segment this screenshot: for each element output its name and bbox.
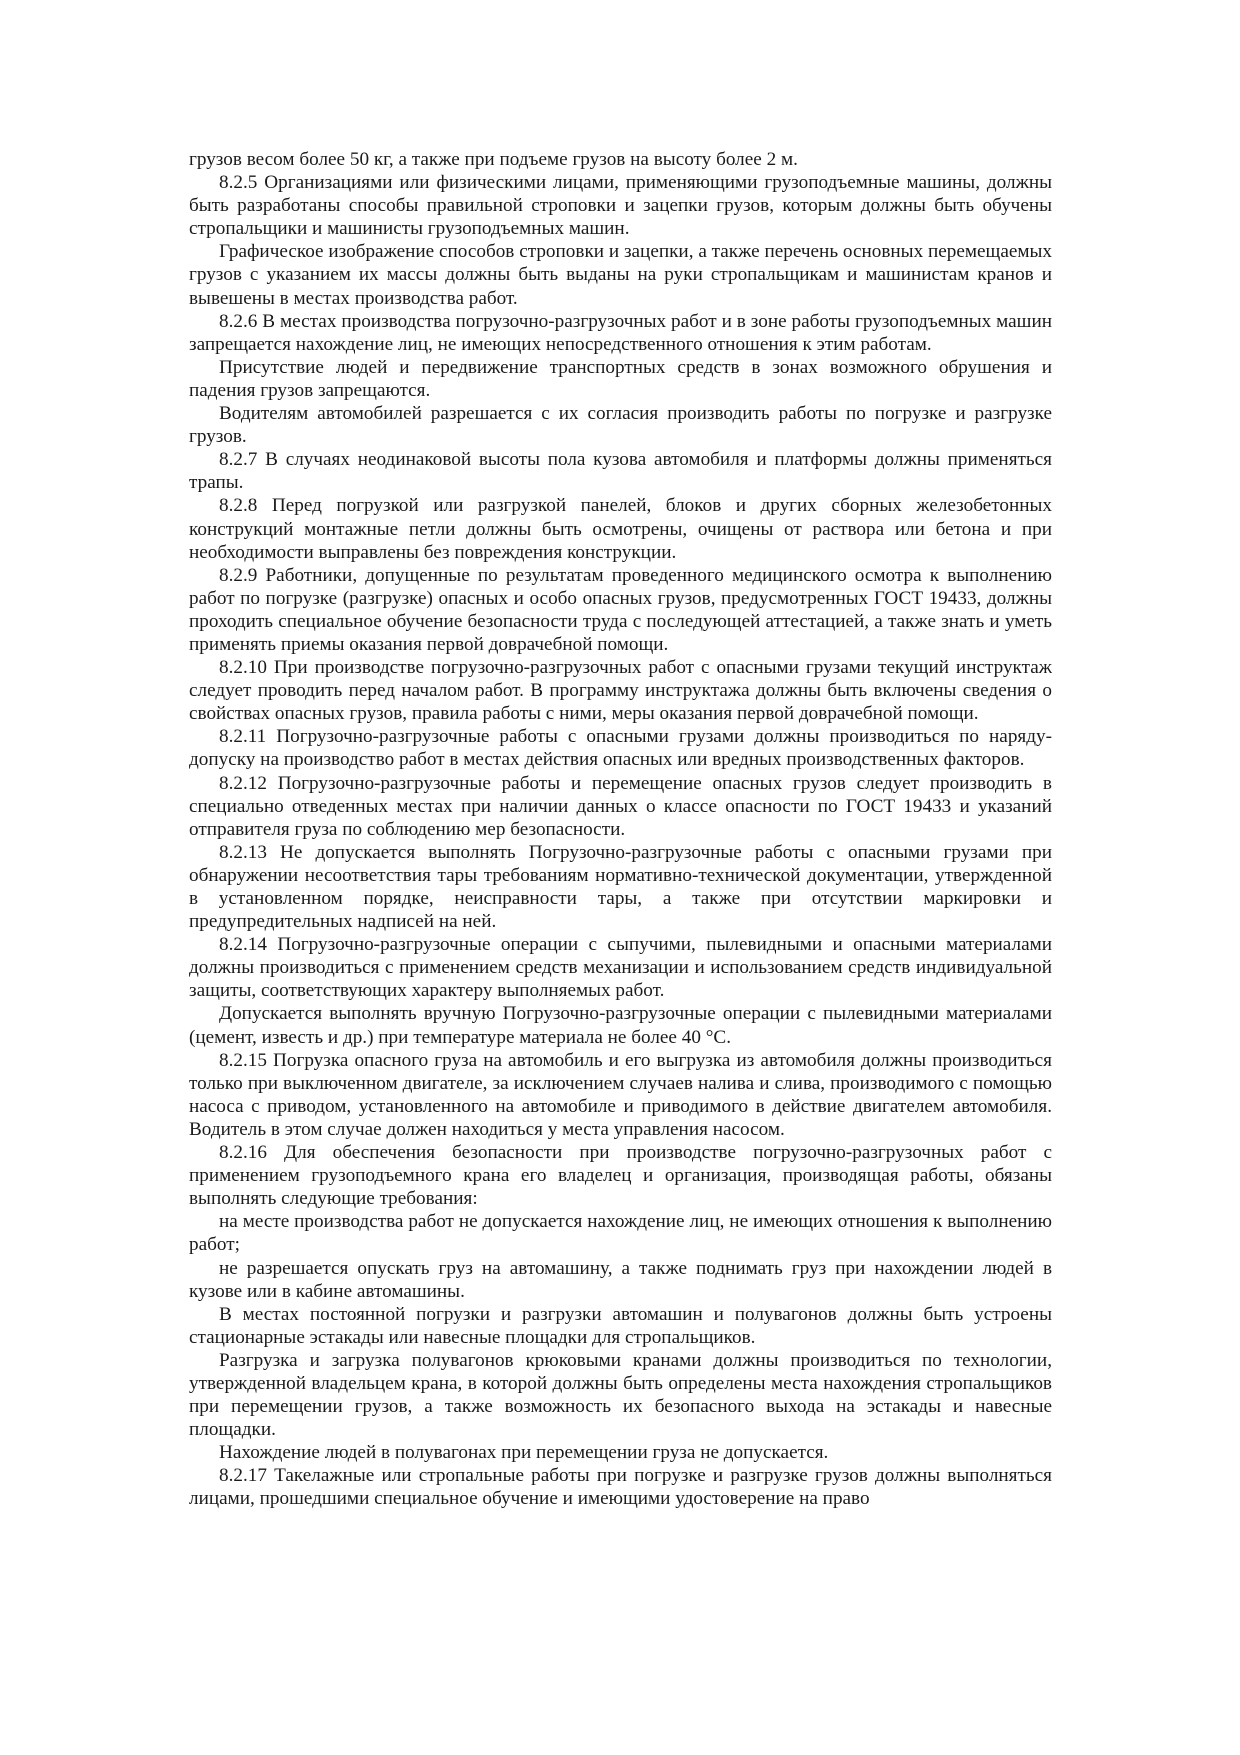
paragraph-8-2-7: 8.2.7 В случаях неодинаковой высоты пола кузова автомобиля и платформы должны применяться трапы. (189, 449, 1052, 494)
paragraph-stationary-platforms: В местах постоянной погрузки и разгрузки автомашин и полувагонов должны быть устроены стационарные эстакады или навесные площадки для стропальщиков. (189, 1303, 1052, 1348)
paragraph-requirement-2: не разрешается опускать груз на автомашину, а также поднимать груз при нахождении людей в кузове или в кабине автомашины. (189, 1257, 1052, 1302)
paragraph-people-in-gondolas: Нахождение людей в полувагонах при перемещении груза не допускается. (219, 1442, 829, 1464)
paragraph-drivers: Водителям автомобилей разрешается с их согласия производить работы по погрузке и разгрузке грузов. (189, 403, 1052, 448)
paragraph-gondola-unloading: Разгрузка и загрузка полувагонов крюковыми кранами должны производиться по технологии, утвержденной владельцем крана, в которой должны быть определены места нахождения стропальщиков при перемещении грузов, а также возможность их безопасного выхода на эстакады и навесные площадки. (189, 1349, 1052, 1441)
paragraph-8-2-10: 8.2.10 При производстве погрузочно-разгрузочных работ с опасными грузами текущий инструктаж следует проводить перед началом работ. В программу инструктажа должны быть включены сведения о свойствах опасных грузов, правила работы с ними, меры оказания первой доврачебной помощи. (189, 657, 1052, 725)
paragraph-manual-operations: Допускается выполнять вручную Погрузочно-разгрузочные операции с пылевидными материалами (цемент, известь и др.) при температуре материала не более 40 °С. (189, 1003, 1052, 1048)
paragraph-8-2-8: 8.2.8 Перед погрузкой или разгрузкой панелей, блоков и других сборных железобетонных конструкций монтажные петли должны быть осмотрены, очищены от раствора или бетона и при необходимости выправлены без повреждения конструкции. (189, 495, 1052, 563)
paragraph-8-2-13: 8.2.13 Не допускается выполнять Погрузочно-разгрузочные работы с опасными грузами при обнаружении несоответствия тары требованиям нормативно-технической документации, утвержденной в установленном порядке, неисправности тары, а также при отсутствии маркировки и предупредительных надписей на ней. (189, 841, 1052, 933)
paragraph-8-2-12: 8.2.12 Погрузочно-разгрузочные работы и перемещение опасных грузов следует производить в специально отведенных местах при наличии данных о классе опасности по ГОСТ 19433 и указаний отправителя груза по соблюдению мер безопасности. (189, 772, 1052, 840)
paragraph-people-presence: Присутствие людей и передвижение транспортных средств в зонах возможного обрушения и падения грузов запрещаются. (189, 356, 1052, 401)
paragraph-8-2-9: 8.2.9 Работники, допущенные по результатам проведенного медицинского осмотра к выполнению работ по погрузке (разгрузке) опасных и особо опасных грузов, предусмотренных ГОСТ 19433, должны проходить специальное обучение безопасности труда с последующей аттестацией, а также знать и уметь применять приемы оказания первой доврачебной помощи. (189, 564, 1052, 655)
paragraph-8-2-17: 8.2.17 Такелажные или стропальные работы при погрузке и разгрузке грузов должны выполняться лицами, прошедшими специальное обучение и имеющими удостоверение на право (189, 1465, 1052, 1510)
paragraph-graphic-image: Графическое изображение способов строповки и зацепки, а также перечень основных перемещаемых грузов с указанием их массы должны быть выданы на руки стропальщикам и машинистам кранов и вывешены в местах производства работ. (189, 241, 1052, 309)
paragraph-8-2-6: 8.2.6 В местах производства погрузочно-разгрузочных работ и в зоне работы грузоподъемных машин запрещается нахождение лиц, не имеющих непосредственного отношения к этим работам. (189, 310, 1052, 355)
paragraph-8-2-11: 8.2.11 Погрузочно-разгрузочные работы с опасными грузами должны производиться по наряду-допуску на производство работ в местах действия опасных или вредных производственных факторов. (189, 726, 1052, 771)
paragraph-8-2-15: 8.2.15 Погрузка опасного груза на автомобиль и его выгрузка из автомобиля должны производиться только при выключенном двигателе, за исключением случаев налива и слива, производимого с помощью насоса с приводом, установленного на автомобиле и приводимого в действие двигателем автомобиля. Водитель в этом случае должен находиться у места управления насосом. (189, 1049, 1052, 1140)
paragraph-continuation: грузов весом более 50 кг, а также при подъеме грузов на высоту более 2 м. (189, 149, 798, 170)
paragraph-requirement-1: на месте производства работ не допускается нахождение лиц, не имеющих отношения к выполнению работ; (189, 1211, 1052, 1256)
paragraph-8-2-5: 8.2.5 Организациями или физическими лицами, применяющими грузоподъемные машины, должны быть разработаны способы правильной строповки и зацепки грузов, которым должны быть обучены стропальщики и машинисты грузоподъемных машин. (189, 172, 1052, 240)
document-page (189, 148, 1052, 1511)
paragraph-8-2-16: 8.2.16 Для обеспечения безопасности при производстве погрузочно-разгрузочных работ с применением грузоподъемного крана его владелец и организация, производящая работы, обязаны выполнять следующие требования: (189, 1142, 1052, 1210)
paragraph-8-2-14: 8.2.14 Погрузочно-разгрузочные операции с сыпучими, пылевидными и опасными материалами должны производиться с применением средств механизации и использованием средств индивидуальной защиты, соответствующих характеру выполняемых работ. (189, 934, 1052, 1002)
